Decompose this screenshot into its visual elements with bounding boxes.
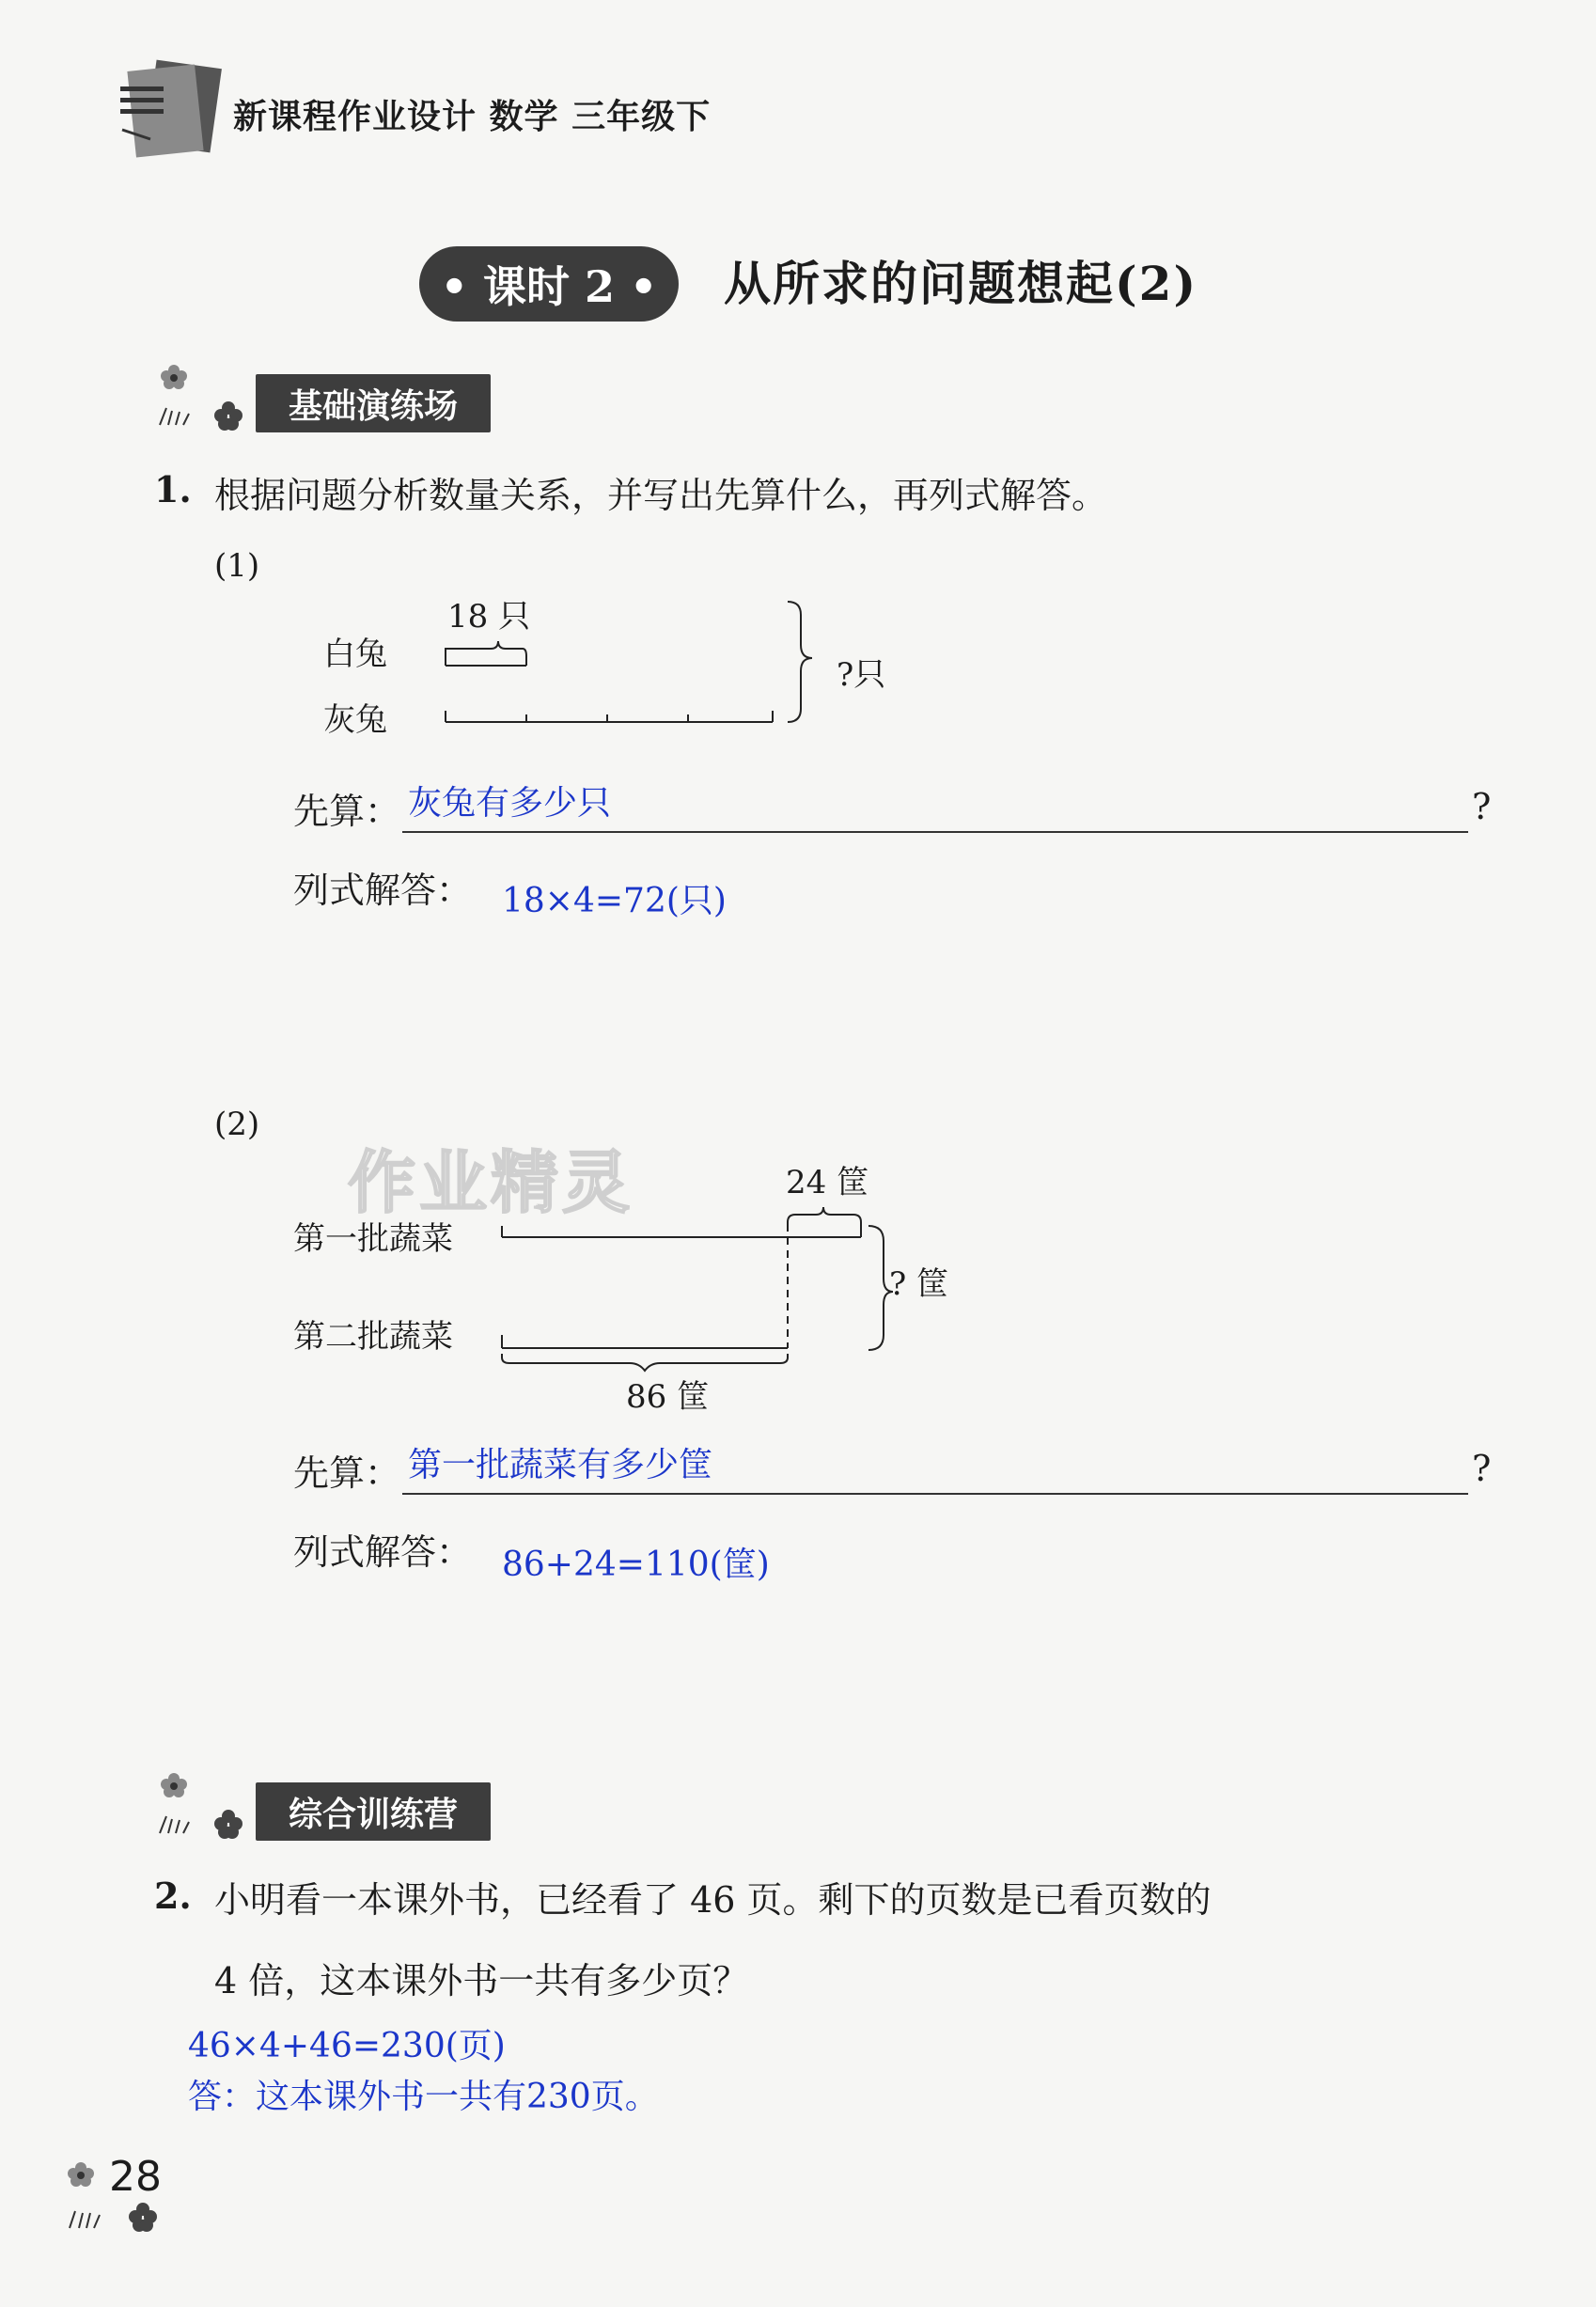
diagram-bottom-label: 86 筐 bbox=[626, 1378, 710, 1416]
diagram-row-label: 第一批蔬菜 bbox=[293, 1220, 453, 1258]
section-tag-basic: 基础演练场 bbox=[256, 374, 491, 432]
part-label: (1) bbox=[214, 547, 260, 585]
first-calc-label: 先算： bbox=[293, 791, 401, 832]
question-number: 2. bbox=[154, 1875, 192, 1917]
section-tag-comprehensive: 综合训练营 bbox=[256, 1782, 491, 1841]
diagram-top-label: 18 只 bbox=[447, 598, 531, 636]
first-calc-answer[interactable]: 灰兔有多少只 bbox=[408, 784, 612, 823]
question-mark: ? bbox=[1472, 1448, 1492, 1489]
flower-icon bbox=[155, 1767, 249, 1843]
line-diagram bbox=[489, 1194, 893, 1373]
equation-answer[interactable]: 86+24=110(筐) bbox=[502, 1546, 770, 1584]
line-diagram bbox=[432, 592, 846, 733]
question-prompt: 根据问题分析数量关系，并写出先算什么，再列式解答。 bbox=[214, 475, 1108, 516]
question-number: 1. bbox=[154, 468, 192, 510]
question-mark: ? bbox=[1472, 786, 1492, 827]
first-calc-answer[interactable]: 第一批蔬菜有多少筐 bbox=[408, 1446, 713, 1484]
answer-text[interactable]: 答：这本课外书一共有230页。 bbox=[188, 2078, 659, 2116]
diagram-brace-label: ?只 bbox=[837, 656, 886, 694]
equation-label: 列式解答： bbox=[293, 870, 473, 911]
equation-label: 列式解答： bbox=[293, 1531, 473, 1573]
answer-line bbox=[402, 831, 1468, 833]
watermark: 作业精灵 bbox=[348, 1143, 634, 1222]
first-calc-label: 先算： bbox=[293, 1452, 401, 1494]
header-logo bbox=[113, 55, 226, 167]
diagram-row-label: 白兔 bbox=[323, 636, 387, 673]
header-title: 新课程作业设计 数学 三年级下 bbox=[233, 98, 712, 136]
page-number: 28 bbox=[109, 2153, 162, 2201]
part-label: (2) bbox=[214, 1106, 260, 1143]
question-text-line: 4 倍，这本课外书一共有多少页？ bbox=[214, 1960, 749, 2001]
diagram-brace-label: ? 筐 bbox=[889, 1265, 949, 1303]
diagram-row-label: 灰兔 bbox=[323, 701, 387, 739]
question-text-line: 小明看一本课外书，已经看了 46 页。剩下的页数是已看页数的 bbox=[214, 1879, 1212, 1921]
lesson-title: 从所求的问题想起(2) bbox=[724, 256, 1198, 311]
answer-equation[interactable]: 46×4+46=230(页) bbox=[188, 2027, 506, 2065]
equation-answer[interactable]: 18×4=72(只) bbox=[502, 882, 727, 920]
diagram-top-label: 24 筐 bbox=[786, 1164, 869, 1201]
lesson-badge: • 课时 2 • bbox=[419, 246, 679, 322]
flower-icon bbox=[155, 359, 249, 434]
diagram-row-label: 第二批蔬菜 bbox=[293, 1318, 453, 1356]
answer-line bbox=[402, 1493, 1468, 1495]
